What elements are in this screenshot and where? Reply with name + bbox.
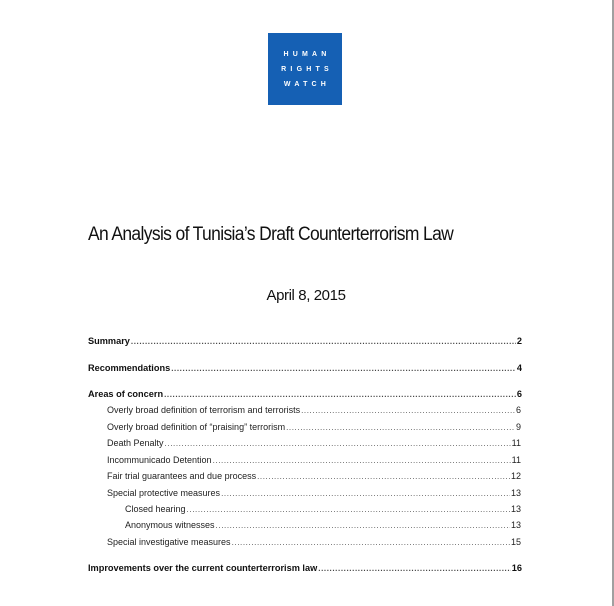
toc-page-number: 15	[510, 537, 521, 547]
toc-leader	[232, 538, 510, 547]
toc-page-number: 2	[516, 336, 522, 346]
toc-label: Closed hearing	[125, 504, 186, 514]
toc-leader	[213, 456, 511, 465]
toc-page-number: 11	[511, 438, 521, 448]
toc-entry-fair-trial[interactable]	[107, 471, 521, 481]
toc-label: Fair trial guarantees and due process	[107, 471, 257, 481]
toc-entry-broad-definition-praising[interactable]	[107, 422, 521, 432]
toc-leader	[286, 423, 515, 432]
toc-label: Summary	[88, 336, 130, 346]
toc-label: Overly broad definition of “praising” terrorism	[107, 422, 286, 432]
toc-page-number: 6	[516, 389, 522, 399]
toc-label: Anonymous witnesses	[125, 520, 215, 530]
toc-leader	[165, 439, 511, 448]
logo-line-3: WATCH	[283, 80, 331, 88]
toc-leader	[164, 390, 516, 399]
toc-entry-special-protective-measures[interactable]	[107, 488, 521, 498]
toc-label: Overly broad definition of terrorism and terrorists	[107, 405, 301, 415]
toc-page-number: 13	[510, 504, 521, 514]
toc-leader	[187, 505, 510, 514]
toc-leader	[301, 406, 515, 415]
toc-label: Areas of concern	[88, 389, 164, 399]
toc-leader	[318, 564, 511, 573]
toc-entry-incommunicado-detention[interactable]	[107, 455, 521, 465]
toc-label: Special investigative measures	[107, 537, 231, 547]
toc-leader	[131, 337, 516, 346]
toc-page-number: 16	[511, 563, 522, 573]
toc-leader	[257, 472, 510, 481]
toc-entry-special-investigative-measures[interactable]	[107, 537, 521, 547]
toc-page-number: 12	[510, 471, 521, 481]
toc-label: Special protective measures	[107, 488, 221, 498]
toc-entry-summary[interactable]	[88, 336, 522, 346]
toc-entry-recommendations[interactable]	[88, 363, 522, 373]
toc-label: Death Penalty	[107, 438, 164, 448]
hrw-logo	[268, 33, 342, 105]
toc-page-number: 9	[515, 422, 521, 432]
toc-leader	[221, 489, 510, 498]
toc-page-number: 4	[516, 363, 522, 373]
toc-entry-areas-of-concern[interactable]	[88, 389, 522, 399]
toc-page-number: 13	[510, 488, 521, 498]
logo-line-2: RIGHTS	[281, 65, 333, 73]
document-date: April 8, 2015	[266, 287, 346, 304]
toc-page-number: 13	[510, 520, 521, 530]
toc-page-number: 11	[511, 455, 521, 465]
toc-label: Improvements over the current counterterrorism law	[88, 563, 318, 573]
toc-entry-improvements[interactable]	[88, 563, 522, 573]
toc-entry-closed-hearing[interactable]	[125, 504, 521, 514]
toc-entry-broad-definition-terrorism[interactable]	[107, 405, 521, 415]
toc-label: Recommendations	[88, 363, 171, 373]
toc-entry-death-penalty[interactable]	[107, 438, 521, 448]
toc-leader	[216, 521, 510, 530]
toc-page-number: 6	[515, 405, 521, 415]
toc-leader	[171, 364, 516, 373]
document-title: An Analysis of Tunisia’s Draft Counterterrorism Law	[88, 224, 454, 245]
toc-entry-anonymous-witnesses[interactable]	[125, 520, 521, 530]
toc-label: Incommunicado Detention	[107, 455, 212, 465]
logo-line-1: HUMAN	[283, 50, 331, 58]
